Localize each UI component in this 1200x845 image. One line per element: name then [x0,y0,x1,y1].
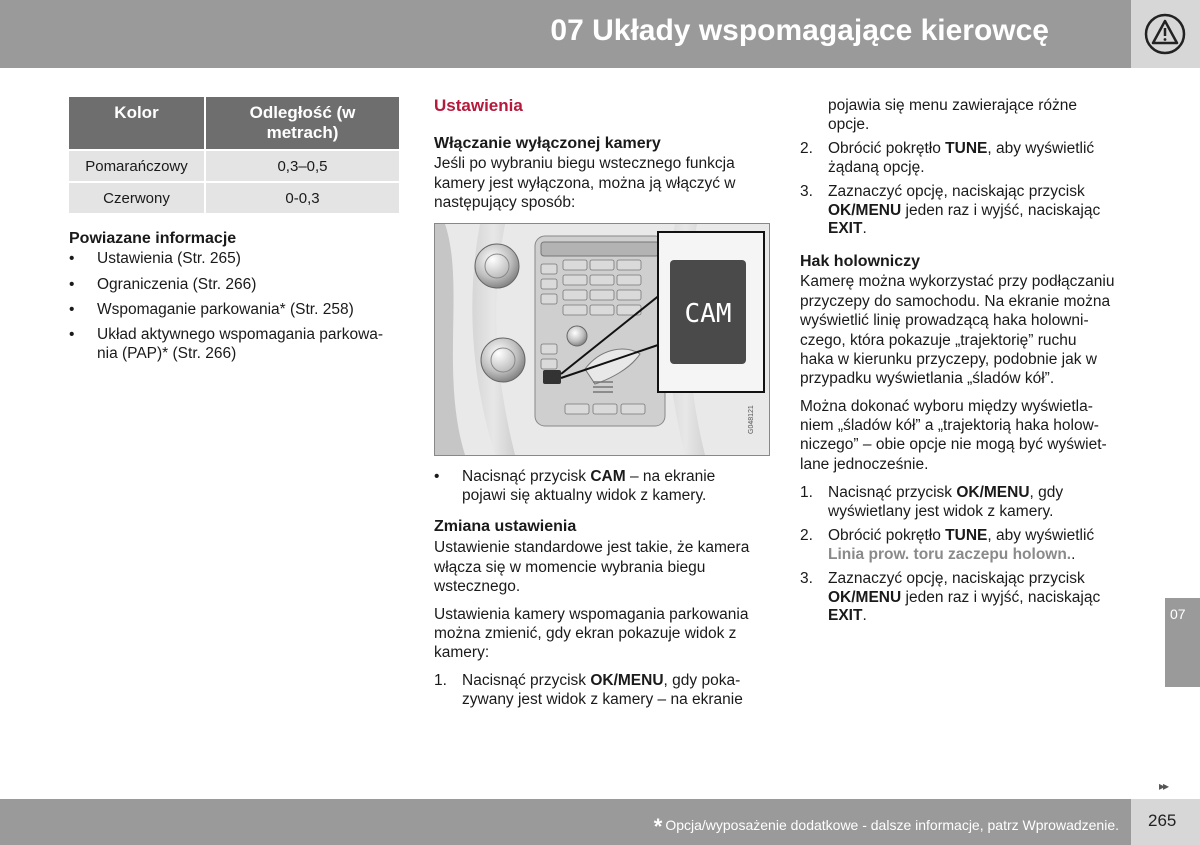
center-console-drawing [435,224,769,455]
step-number: 1. [434,672,447,689]
chapter-tab[interactable] [1165,598,1200,687]
table-cell: Pomarańczowy [69,150,205,182]
bullet: • [69,250,75,267]
bullet: • [69,301,75,318]
chapter-tab-label: 07 [1170,606,1186,622]
subheading-hitch: Hak holowniczy [800,253,921,270]
section-title-settings: Ustawienia [434,96,523,115]
table-row [69,182,399,213]
paragraph-line: włącza się w momencie wybrania biegu [434,559,706,576]
page-number-box [1131,799,1200,845]
related-title: Powiazane informacje [69,230,237,247]
footer-bar [0,799,1131,845]
step-text: Obrócić pokrętło TUNE, aby wyświetlić [828,140,1095,157]
paragraph-line: Ustawienie standardowe jest takie, że kamera [434,539,750,556]
step-text: pojawi się aktualny widok z kamery. [462,487,707,504]
subheading-change: Zmiana ustawienia [434,518,577,535]
header-icon-box [1131,0,1200,68]
step-number: 3. [800,183,813,200]
paragraph-line: przyczepy do samochodu. Na ekranie można [800,293,1111,310]
warning-triangle-icon [1144,13,1186,55]
paragraph-line: niem „śladów kół” a „trajektorią haka holow- [800,417,1099,434]
step-number: 3. [800,570,813,587]
step-number: 2. [800,140,813,157]
table-header-color: Kolor [69,97,205,150]
figure-code: G048121 [748,405,755,434]
paragraph-line: haka w kierunku przyczepy, podobnie jak w [800,351,1097,368]
paragraph-line: kamery: [434,644,490,661]
related-link: nia (PAP)* (Str. 266) [97,345,237,362]
step-text: zywany jest widok z kamery – na ekranie [462,691,743,708]
related-link: Wspomaganie parkowania* (Str. 258) [97,301,354,318]
bullet: • [69,276,75,293]
step-number: 1. [800,484,813,501]
table-header-distance: Odległość (w metrach) [205,97,399,150]
cam-button-label: CAM [684,299,732,329]
paragraph-line: Jeśli po wybraniu biegu wstecznego funkcja [434,155,735,172]
step-number: 2. [800,527,813,544]
step-text: Nacisnąć przycisk OK/MENU, gdy poka- [462,672,741,689]
table-cell: 0,3–0,5 [205,150,399,182]
related-link: Ustawienia (Str. 265) [97,250,241,267]
paragraph-line: Można dokonać wyboru między wyświetla- [800,398,1093,415]
step-text: Nacisnąć przycisk CAM – na ekranie [462,468,716,485]
console-illustration [434,223,770,456]
paragraph-line: czego, która pokazuje „trajektorię” ruchu [800,332,1077,349]
paragraph-line: Ustawienia kamery wspomagania parkowania [434,606,749,623]
related-link: Ograniczenia (Str. 266) [97,276,257,293]
chapter-title: 07 Układy wspomagające kierowcę [550,14,1049,47]
table-row [69,150,399,182]
bullet: • [434,468,440,485]
paragraph-line: wyświetlić linię prowadzącą haka holowni- [800,312,1089,329]
header-bar [0,0,1131,68]
footer-note: * Opcja/wyposażenie dodatkowe - dalsze informacje, patrz Wprowadzenie. [653,814,1119,839]
table-cell: Czerwony [69,182,205,213]
bullet: • [69,326,75,343]
page-number: 265 [1148,811,1177,830]
table-cell: 0-0,3 [205,182,399,213]
paragraph-line: wstecznego. [434,578,521,595]
paragraph-line: można zmienić, gdy ekran pokazuje widok z [434,625,737,642]
paragraph-line: niczego” – obie opcje nie mogą być wyświet- [800,436,1107,453]
next-page-arrows-icon: ▸▸ [1159,779,1168,793]
paragraph-line: kamery jest wyłączona, można ją włączyć w [434,175,736,192]
subheading-enable: Włączanie wyłączonej kamery [434,135,661,152]
paragraph-line: lane jednocześnie. [800,456,929,473]
related-link: Układ aktywnego wspomagania parkowa- [97,326,384,343]
paragraph-line: Kamerę można wykorzystać przy podłączaniu [800,273,1115,290]
color-distance-table [69,97,399,213]
paragraph-line: następujący sposób: [434,194,576,211]
paragraph-line: przypadku wyświetlania „śladów kół”. [800,370,1055,387]
